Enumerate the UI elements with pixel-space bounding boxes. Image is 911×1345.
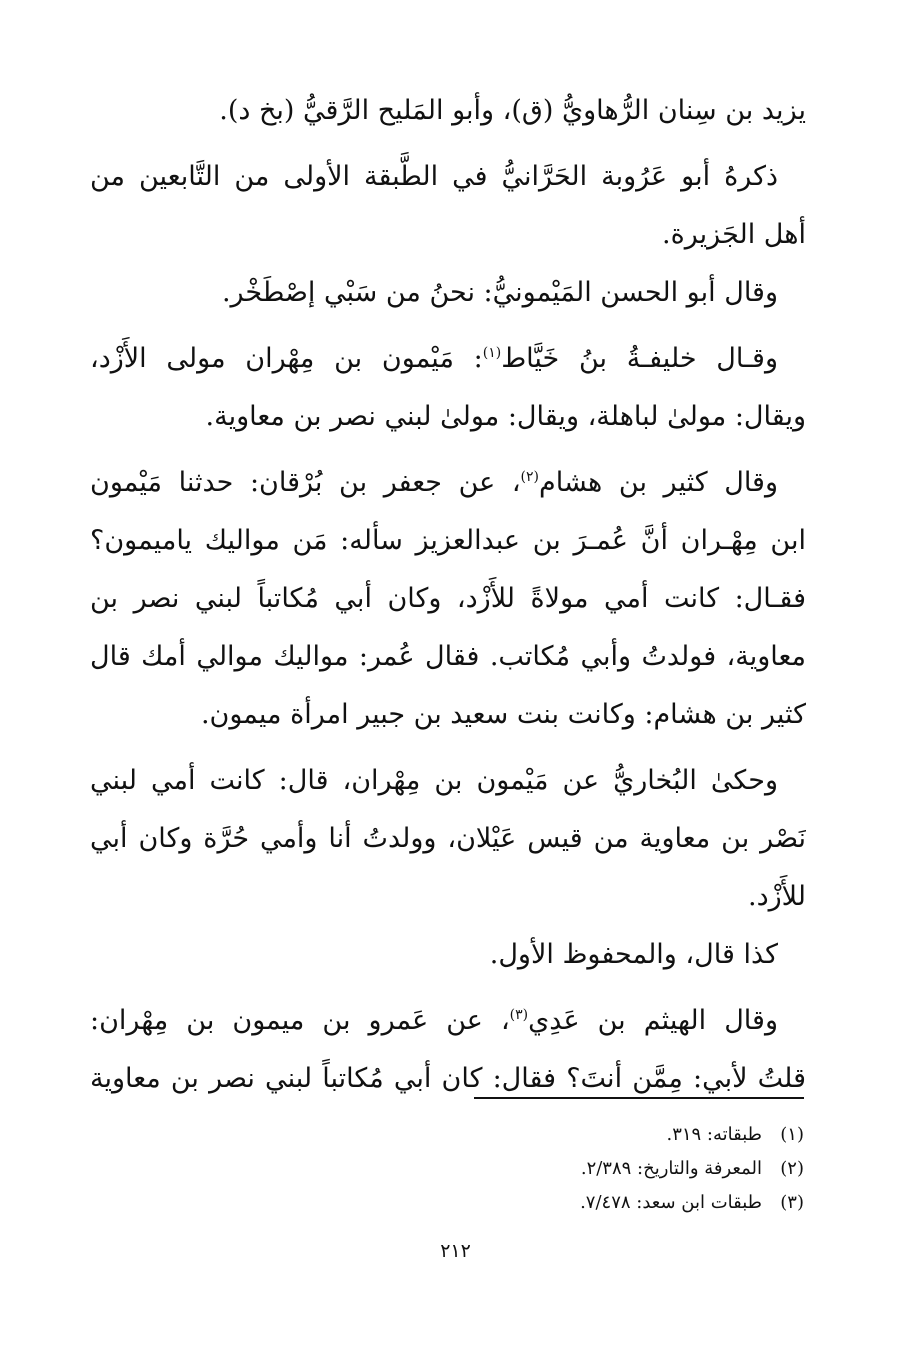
text-segment: : مَيْمون بن مِهْران مولى الأَزْد، [90,343,483,374]
text-line: أهل الجَزيرة. [662,219,806,250]
footnotes [300,1118,804,1220]
text-line: كذا قال، والمحفوظ الأول. [489,939,778,970]
footnote [300,1152,804,1186]
text-line [90,454,806,512]
text-segment: ، عن عَمرو بن ميمون بن مِهْران: [90,1005,510,1036]
text-line: قلتُ لأبي: مِمَّن أنتَ؟ فقال: كان أبي مُكاتباً لبني نصر بن معاوية [90,1063,806,1094]
main-text [90,82,806,1108]
footnote-text: طبقات ابن سعد: ٧/٤٧٨. [580,1192,762,1213]
text-line: كثير بن هشام: وكانت بنت سعيد بن جبير امرأة ميمون. [200,699,806,730]
text-line: ويقال: مولىٰ لباهلة، ويقال: مولىٰ لبني نصر بن معاوية. [205,401,806,432]
text-line: ذكرهُ أبو عَرُوبة الحَرَّانيُّ في الطَّبقة الأولى من التَّابعين من [90,161,778,192]
footnote-text: المعرفة والتاريخ: ٢/٣٨٩. [580,1158,762,1179]
text-line: للأَزْد. [748,881,806,912]
page-number: ٢١٢ [440,1240,471,1262]
footnote-number: (٢) [780,1158,804,1179]
text-segment: وقـال خليفـةُ بنُ خَيَّاط [501,343,778,374]
text-line: وحكىٰ البُخاريُّ عن مَيْمون بن مِهْران، قال: كانت أمي لبني [90,765,778,796]
footnote [300,1118,804,1152]
footnote-ref: (٣) [509,1007,529,1023]
text-line: وقال أبو الحسن المَيْمونيُّ: نحنُ من سَبْي إصْطَخْر. [221,277,778,308]
text-segment: ، عن جعفر بن بُرْقان: حدثنا مَيْمون [90,467,521,498]
footnote-text: طبقاته: ٣١٩. [666,1124,762,1145]
text-line: يزيد بن سِنان الرُّهاويُّ (ق)، وأبو المَليح الرَّقيُّ (بخ د). [219,95,806,126]
text-line: ابن مِهْـران أنَّ عُمـرَ بن عبدالعزيز سأله: مَن مواليك ياميمون؟ [90,525,806,556]
footnote-ref: (٢) [520,469,540,485]
footnote-divider [474,1097,804,1099]
text-segment: وقال كثير بن هشام [539,467,778,498]
text-line [90,992,806,1050]
footnote-ref: (١) [482,345,502,361]
footnote-number: (٣) [780,1192,804,1213]
footnote [300,1186,804,1220]
text-line: فقـال: كانت أمي مولاةً للأَزْد، وكان أبي مُكاتباً لبني نصر بن [90,583,806,614]
text-line [90,330,806,388]
text-segment: وقال الهيثم بن عَدِي [528,1005,778,1036]
text-line: نَصْر بن معاوية من قيس عَيْلان، وولدتُ أنا وأمي حُرَّة وكان أبي [90,823,806,854]
footnote-number: (١) [780,1124,804,1145]
text-line: معاوية، فولدتُ وأبي مُكاتب. فقال عُمر: مواليك موالي أمك قال [90,641,806,672]
